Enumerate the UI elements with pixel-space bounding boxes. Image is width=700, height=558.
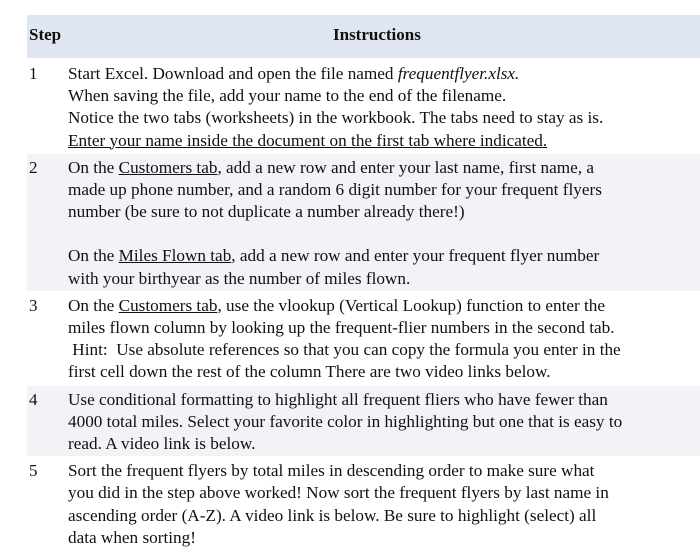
step-instructions	[68, 60, 700, 153]
text-segment: On the	[68, 295, 119, 315]
step-number: 4	[29, 389, 38, 409]
step-column-header: Step	[29, 25, 62, 44]
filename-text: frequentflyer.xlsx.	[397, 64, 520, 83]
instruction-line: Hint: Use absolute references so that you can copy the formula you enter in the	[68, 340, 621, 360]
table-header	[27, 13, 700, 60]
instruction-line: read. A video link is below.	[68, 434, 256, 454]
instruction-line	[68, 63, 700, 85]
step-number: 3	[29, 295, 38, 315]
paragraph-gap	[68, 223, 700, 245]
step-instructions	[68, 457, 700, 550]
step-instructions	[68, 154, 700, 291]
instruction-line	[68, 245, 700, 267]
instruction-line: made up phone number, and a random 6 digit number for your frequent flyers	[68, 180, 602, 200]
customers-tab-reference: Customers tab	[118, 295, 218, 315]
instructions-table	[27, 13, 700, 551]
instruction-line: 4000 total miles. Select your favorite color in highlighting but one that is easy to	[68, 411, 623, 431]
text-segment: On the	[68, 157, 119, 177]
customers-tab-reference: Customers tab	[118, 157, 218, 177]
instruction-line: with your birthyear as the number of miles flown.	[68, 268, 411, 288]
step-instructions	[68, 386, 700, 457]
step-instructions	[68, 292, 700, 385]
instruction-line: When saving the file, add your name to the end of the filename.	[68, 86, 507, 106]
instruction-line	[68, 157, 700, 179]
instruction-line: data when sorting!	[68, 527, 196, 547]
miles-flown-tab-reference: Miles Flown tab	[118, 246, 232, 266]
text-segment: , use the vlookup (Vertical Lookup) function to enter the	[217, 295, 606, 315]
instruction-line: number (be sure to not duplicate a number already there!)	[68, 202, 465, 222]
table-row	[27, 292, 700, 386]
instructions-column-header: Instructions	[333, 25, 421, 44]
instruction-line: Sort the frequent flyers by total miles in descending order to make sure what	[68, 461, 595, 481]
text-segment: Start Excel. Download and open the file named	[68, 64, 398, 83]
step-number: 1	[29, 64, 38, 83]
table-row	[27, 386, 700, 458]
instruction-line: you did in the step above worked! Now sort the frequent flyers by last name in	[68, 483, 609, 503]
text-segment: , add a new row and enter your last name, first name, a	[217, 157, 594, 177]
table-row	[27, 60, 700, 154]
instruction-line: ascending order (A-Z). A video link is below. Be sure to highlight (select) all	[68, 505, 597, 525]
step-number: 5	[29, 461, 38, 481]
step-number: 2	[29, 157, 38, 177]
instruction-line: Enter your name inside the document on the first tab where indicated.	[68, 130, 548, 150]
instruction-line: miles flown column by looking up the frequent-flier numbers in the second tab.	[68, 318, 615, 338]
table-row	[27, 154, 700, 292]
instruction-line: Use conditional formatting to highlight all frequent fliers who have fewer than	[68, 389, 608, 409]
instruction-line: first cell down the rest of the column There are two video links below.	[68, 362, 551, 382]
instruction-line: Notice the two tabs (worksheets) in the workbook. The tabs need to stay as is.	[68, 108, 604, 128]
text-segment: On the	[68, 246, 119, 266]
table-row	[27, 457, 700, 551]
text-segment: , add a new row and enter your frequent flyer number	[231, 246, 600, 266]
instruction-line	[68, 295, 700, 317]
